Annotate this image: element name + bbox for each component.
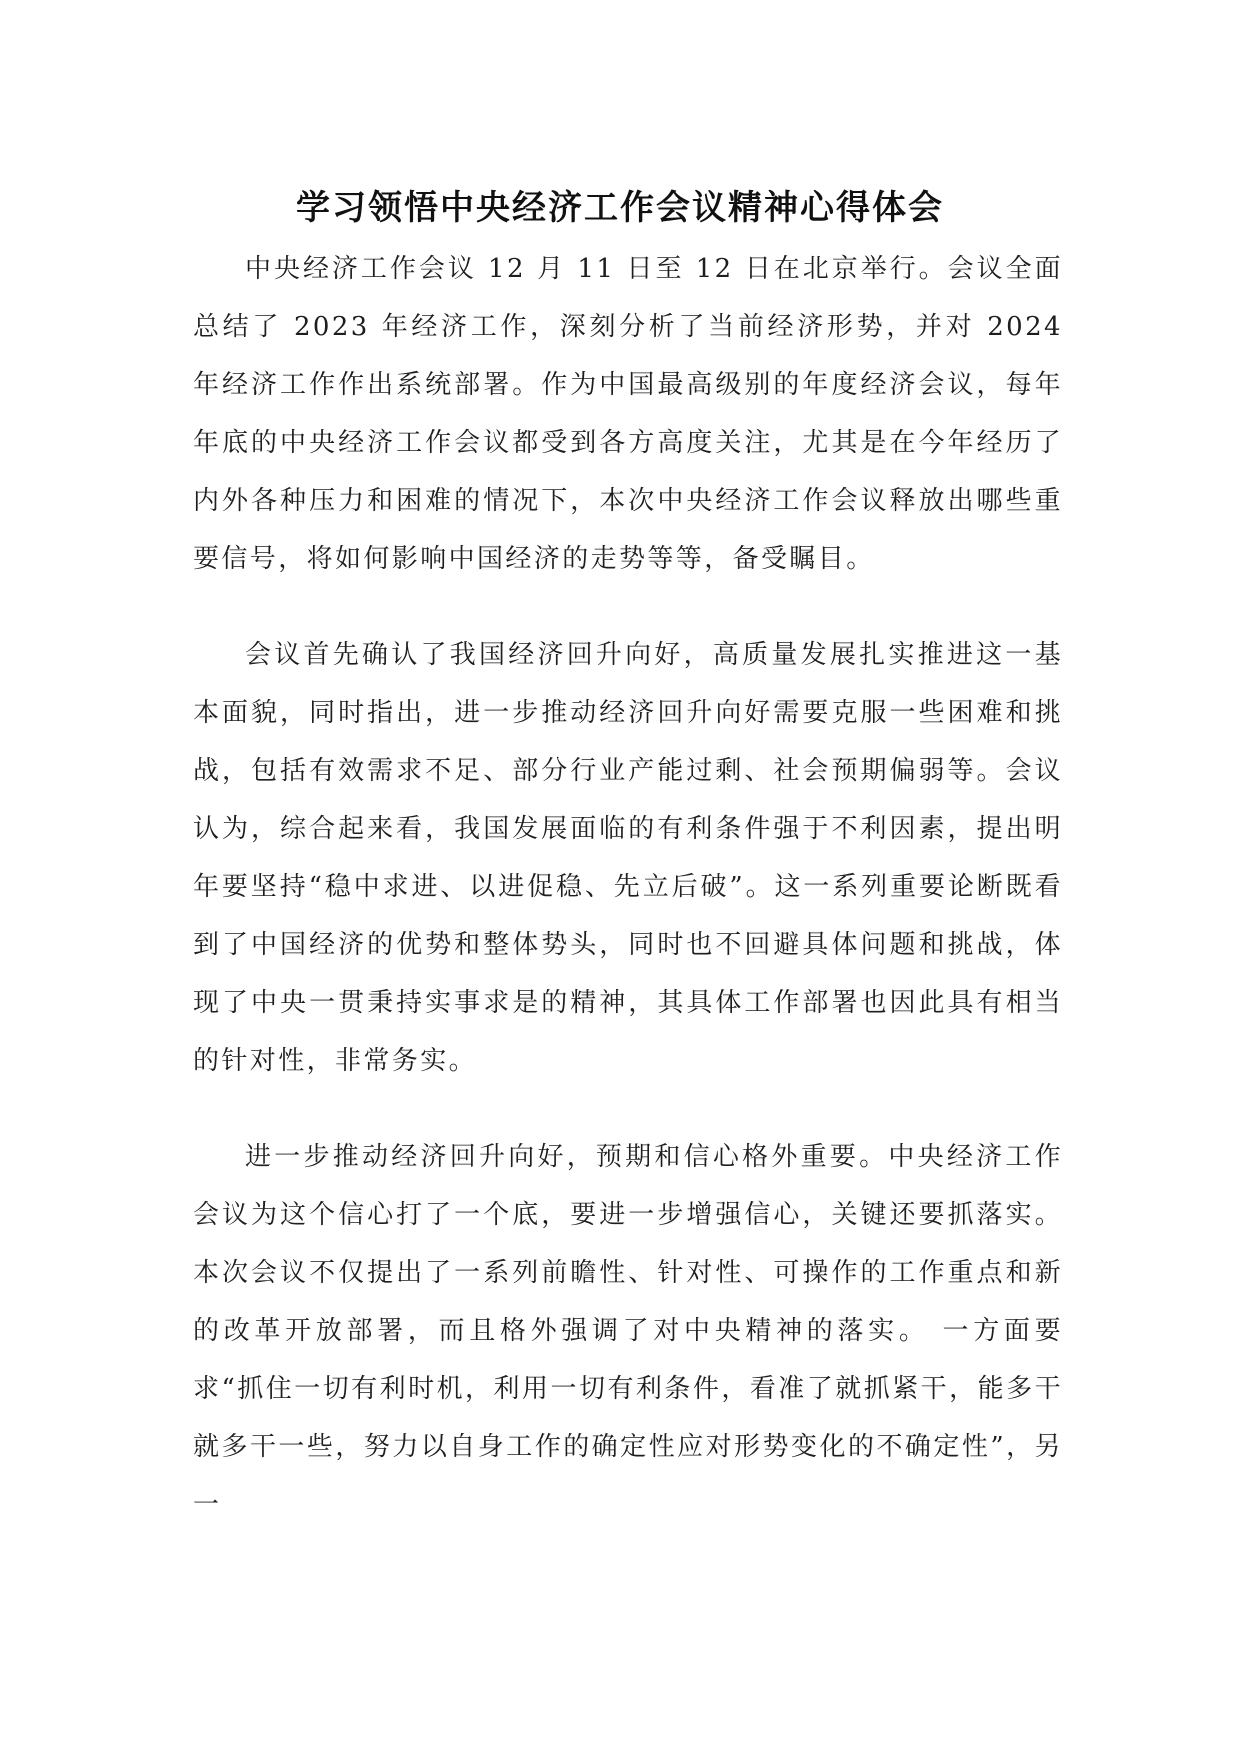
document-body: [193, 240, 1063, 1572]
paragraph-2: 会议首先确认了我国经济回升向好，高质量发展扎实推进这一基本面貌，同时指出，进一步推动经济回升向好需要克服一些困难和挑战，包括有效需求不足、部分行业产能过剩、社会预期偏弱等。会议认为，综合起来看，我国发展面临的有利条件强于不利因素，提出明年要坚持“稳中求进、以进促稳、先立后破”。这一系列重要论断既看到了中国经济的优势和整体势头，同时也不回避具体问题和挑战，体现了中央一贯秉持实事求是的精神，其具体工作部署也因此具有相当的针对性，非常务实。: [193, 640, 1063, 1076]
document-title: 学习领悟中央经济工作会议精神心得体会: [296, 188, 944, 228]
paragraph-3: 进一步推动经济回升向好，预期和信心格外重要。中央经济工作会议为这个信心打了一个底，要进一步增强信心，关键还要抓落实。本次会议不仅提出了一系列前瞻性、针对性、可操作的工作重点和新的改革开放部署，而且格外强调了对中央精神的落实。 一方面要求“抓住一切有利时机，利用一切有利条件，看准了就抓紧干，能多干就多干一些，努力以自身工作的确定性应对形势变化的不确定性”，另一: [193, 1142, 1063, 1520]
paragraph-1: 中央经济工作会议 12 月 11 日至 12 日在北京举行。会议全面总结了 2023 年经济工作，深刻分析了当前经济形势，并对 2024 年经济工作作出系统部署。作为中国最高级别的年度经济会议，每年年底的中央经济工作会议都受到各方高度关注，尤其是在今年经历了内外各种压力和困难的情况下，本次中央经济工作会议释放出哪些重要信号，将如何影响中国经济的走势等等，备受瞩目。: [193, 254, 1063, 574]
